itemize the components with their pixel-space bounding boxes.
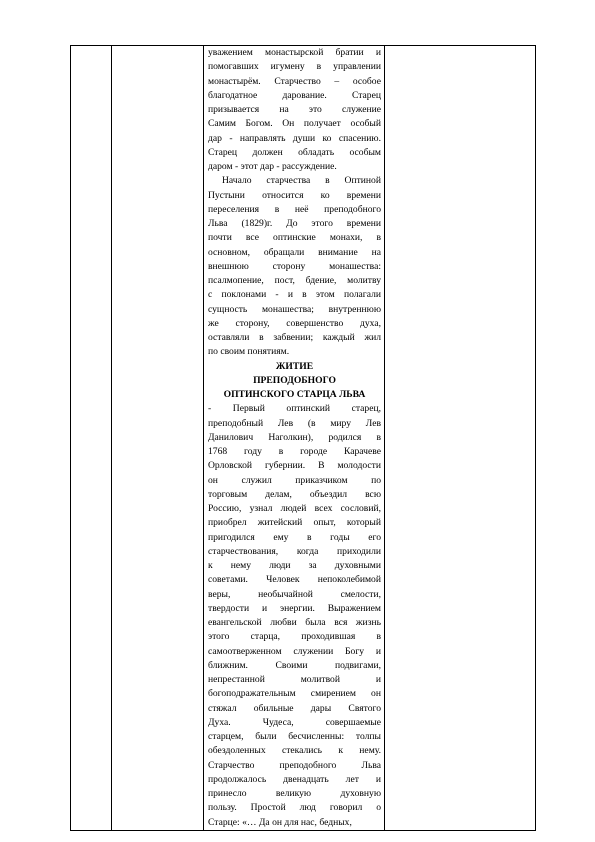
paragraph-line: оставляли в забвении; каждый жил bbox=[208, 332, 381, 343]
paragraph-line: Старце: «… Да он для нас, бедных, bbox=[208, 816, 352, 828]
paragraph-line: основном, обращали внимание на bbox=[208, 246, 381, 258]
paragraph-line: - Первый оптинский старец, bbox=[208, 403, 381, 415]
paragraph-line: призывается на это служение bbox=[208, 104, 381, 115]
paragraph-line: принесло великую духовную bbox=[208, 788, 381, 799]
paragraph-line: евангельской любви была вся жизнь bbox=[208, 617, 381, 628]
paragraph-line: благодатное дарование. Старец bbox=[208, 89, 381, 101]
paragraph-line: преподобный Лев (в миру Лев bbox=[208, 417, 381, 429]
paragraph-line: веры, необычайной смелости, bbox=[208, 588, 381, 600]
paragraph-line: Льва (1829)г. До этого времени bbox=[208, 218, 381, 229]
paragraph-line: Россию, узнал людей всех сословий, bbox=[208, 503, 381, 514]
paragraph-line: советами. Человек непоколебимой bbox=[208, 574, 381, 586]
paragraph-line: Данилович Наголкин), родился в bbox=[208, 431, 381, 443]
section-heading-line: ПРЕПОДОБНОГО bbox=[253, 374, 336, 386]
paragraph-line: пригодился ему в годы его bbox=[208, 531, 381, 543]
paragraph-line: Орловской губернии. В молодости bbox=[208, 460, 381, 472]
table-cell-4 bbox=[385, 46, 536, 831]
paragraph-line: самоотверженном служении Богу и bbox=[208, 645, 381, 657]
paragraph-line: он служил приказчиком по bbox=[208, 474, 381, 486]
paragraph-line: даром - этот дар - рассуждение. bbox=[208, 161, 337, 172]
paragraph-line: уважением монастырской братии и bbox=[208, 47, 381, 58]
paragraph-line: Самим Богом. Он получает особый bbox=[208, 118, 381, 130]
paragraph-line: переселения в неё преподобного bbox=[208, 203, 381, 215]
body-text bbox=[204, 46, 384, 830]
paragraph-line: старчествования, когда приходили bbox=[208, 545, 381, 557]
paragraph-line: дар - направлять души ко спасению. bbox=[208, 132, 381, 144]
paragraph-line: обездоленных стекались к нему. bbox=[208, 745, 381, 757]
content-table bbox=[70, 45, 536, 831]
paragraph-line: Старчество преподобного Льва bbox=[208, 759, 381, 771]
paragraph-line: продолжалось двенадцать лет и bbox=[208, 773, 381, 785]
table-cell-1 bbox=[71, 46, 112, 831]
paragraph-line: стяжал обильные дары Святого bbox=[208, 702, 381, 714]
paragraph-line: этого старца, проходившая в bbox=[208, 631, 381, 643]
paragraph-line: монастырём. Старчество – особое bbox=[208, 75, 381, 87]
paragraph-line: с поклонами - и в этом полагали bbox=[208, 289, 381, 301]
paragraph-line: Начало старчества в Оптиной bbox=[222, 175, 381, 187]
paragraph-line: богоподражательным смирением он bbox=[208, 688, 381, 700]
table-cell-2 bbox=[112, 46, 204, 831]
paragraph-line: твердости и энергии. Выражением bbox=[208, 602, 381, 614]
paragraph-line: пользу. Простой люд говорил о bbox=[208, 802, 381, 814]
table-row bbox=[71, 46, 536, 831]
section-heading-line: ОПТИНСКОГО СТАРЦА ЛЬВА bbox=[223, 389, 366, 400]
paragraph-line: приобрел житейский опыт, который bbox=[208, 517, 381, 529]
paragraph-line: Старец должен обладать особым bbox=[208, 146, 381, 158]
paragraph-line: помогавших игумену в управлении bbox=[208, 61, 381, 73]
paragraph-line: почти все оптинские монахи, в bbox=[208, 232, 381, 244]
paragraph-line: старцем, были бесчисленны: толпы bbox=[208, 731, 381, 742]
paragraph-line: торговым делам, объездил всю bbox=[208, 488, 381, 500]
paragraph-line: Духа. Чудеса, совершаемые bbox=[208, 716, 381, 728]
paragraph-line: псалмопение, пост, бдение, молитву bbox=[208, 275, 381, 286]
paragraph-line: внешнюю сторону монашества: bbox=[208, 260, 381, 272]
paragraph-line: ближним. Своими подвигами, bbox=[208, 659, 381, 671]
table-cell-text bbox=[204, 46, 385, 831]
paragraph-line: сущность монашества; внутреннюю bbox=[208, 303, 381, 315]
paragraph-line: по своим понятиям. bbox=[208, 346, 290, 358]
paragraph-line: непрестанной молитвой и bbox=[208, 674, 381, 685]
paragraph-line: же сторону, совершенство духа, bbox=[208, 317, 381, 329]
section-heading-line: ЖИТИЕ bbox=[275, 360, 314, 372]
paragraph-line: к нему люди за духовными bbox=[208, 560, 381, 571]
paragraph-line: Пустыни относится ко времени bbox=[208, 189, 381, 201]
paragraph-line: 1768 году в городе Карачеве bbox=[208, 446, 381, 457]
